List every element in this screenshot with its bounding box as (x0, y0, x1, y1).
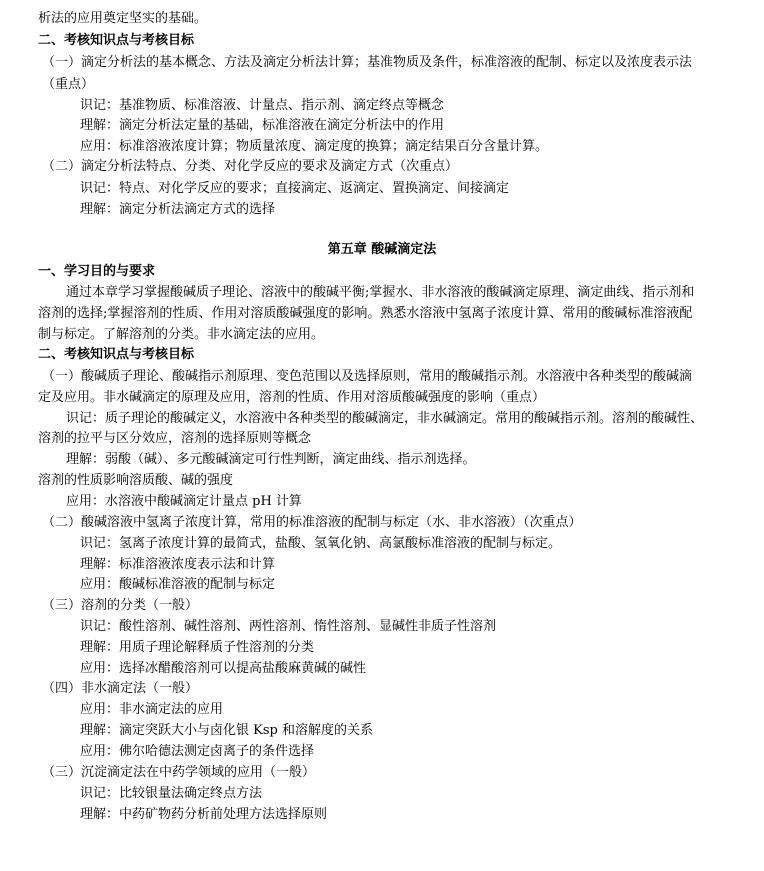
text-line: （三）沉淀滴定法在中药学领域的应用（一般） (42, 765, 316, 780)
text-line: 析法的应用奠定坚实的基础。 (38, 11, 208, 26)
text-line: 理解：标准溶液浓度表示法和计算 (80, 557, 276, 572)
text-line: 应用：非水滴定法的应用 (80, 702, 224, 717)
text-line: 应用：佛尔哈德法测定卤离子的条件选择 (80, 744, 315, 759)
text-line: 识记：基准物质、标准溶液、计量点、指示剂、滴定终点等概念 (80, 98, 445, 113)
text-line: （一）酸碱质子理论、酸碱指示剂原理、变色范围以及选择原则，常用的酸碱指示剂。水溶液中各种类型的酸碱滴 (42, 369, 693, 384)
section-heading: 二、考核知识点与考核目标 (38, 33, 195, 48)
text-line: （二）滴定分析法特点、分类、对化学反应的要求及滴定方式（次重点） (42, 159, 459, 174)
text-line: 识记：氢离子浓度计算的最简式，盐酸、氢氧化钠、高氯酸标准溶液的配制与标定。 (80, 536, 562, 551)
text-line: 理解：滴定突跃大小与卤化银 Ksp 和溶解度的关系 (80, 723, 373, 738)
text-line: 理解：滴定分析法定量的基础，标准溶液在滴定分析法中的作用 (80, 118, 445, 133)
text-line: 识记：特点、对化学反应的要求；直接滴定、返滴定、置换滴定、间接滴定 (80, 181, 510, 196)
text-line: 溶剂的性质影响溶质酸、碱的强度 (38, 473, 234, 488)
text-line: 理解：中药矿物药分析前处理方法选择原则 (80, 807, 328, 822)
text-line: 识记：质子理论的酸碱定义，水溶液中各种类型的酸碱滴定，非水碱滴定。常用的酸碱指示剂。溶剂的酸碱性、 (66, 411, 704, 426)
text-line: 应用：标准溶液浓度计算；物质量浓度、滴定度的换算；滴定结果百分含量计算。 (80, 139, 549, 154)
text-line: 理解：滴定分析法滴定方式的选择 (80, 202, 276, 217)
text-line: 应用：选择冰醋酸溶剂可以提高盐酸麻黄碱的碱性 (80, 661, 367, 676)
section-heading: 一、学习目的与要求 (38, 264, 156, 279)
text-line: （二）酸碱溶液中氢离子浓度计算，常用的标准溶液的配制与标定（水、非水溶液）（次重点） (42, 515, 582, 530)
text-line: （四）非水滴定法（一般） (42, 681, 199, 696)
text-line: 应用：水溶液中酸碱滴定计量点 pH 计算 (66, 494, 302, 509)
section-heading: 二、考核知识点与考核目标 (38, 347, 195, 362)
text-line: 通过本章学习掌握酸碱质子理论、溶液中的酸碱平衡;掌握水、非水溶液的酸碱滴定原理、滴定曲线、指示剂和 (66, 285, 695, 300)
chapter-title: 第五章 酸碱滴定法 (327, 242, 437, 257)
text-line: 理解：弱酸（碱）、多元酸碱滴定可行性判断，滴定曲线、指示剂选择。 (66, 452, 476, 467)
text-line: 识记：比较银量法确定终点方法 (80, 786, 263, 801)
text-line: 识记：酸性溶剂、碱性溶剂、两性溶剂、惰性溶剂、显碱性非质子性溶剂 (80, 619, 497, 634)
text-line: （三）溶剂的分类（一般） (42, 598, 199, 613)
text-line: （重点） (42, 77, 95, 92)
text-line: 溶剂的拉平与区分效应，溶剂的选择原则等概念 (38, 431, 312, 446)
text-line: （一）滴定分析法的基本概念、方法及滴定分析法计算；基准物质及条件，标准溶液的配制、标定以及浓度表示法 (42, 55, 693, 70)
text-line: 理解：用质子理论解释质子性溶剂的分类 (80, 640, 315, 655)
text-line: 应用：酸碱标准溶液的配制与标定 (80, 577, 276, 592)
text-line: 溶剂的选择;掌握溶剂的性质、作用对溶质酸碱强度的影响。熟悉水溶液中氢离子浓度计算、常用的酸碱标准溶液配 (38, 306, 693, 321)
text-line: 定及应用。非水碱滴定的原理及应用，溶剂的性质、作用对溶质酸碱强度的影响（重点） (38, 390, 546, 405)
text-line: 制与标定。了解溶剂的分类。非水滴定法的应用。 (38, 327, 325, 342)
